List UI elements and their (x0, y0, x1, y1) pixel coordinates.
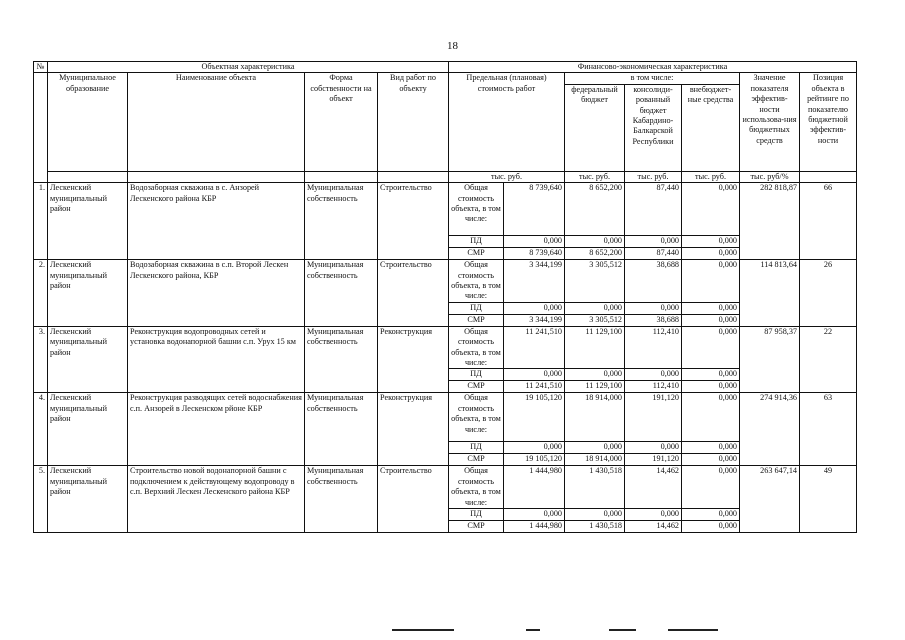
header-extrabudget: внебюджет-ные средства (682, 84, 740, 171)
row-work-type: Строительство (378, 183, 449, 260)
row-rating: 66 (800, 183, 857, 260)
header-finance-group: Финансово-экономическая характеристика (449, 62, 857, 73)
units-blank (378, 171, 449, 182)
row-work-type: Строительство (378, 260, 449, 327)
row-smr-consolidated: 191,120 (625, 454, 682, 466)
row-pd-extrabudget: 0,000 (682, 302, 740, 314)
row-municipality: Лескенский муниципальный район (48, 183, 128, 260)
row-efficiency: 263 647,14 (740, 466, 800, 533)
table-row (34, 393, 857, 442)
row-pd-cost: 0,000 (504, 236, 565, 248)
row-object-name: Водозаборная скважина в с. Анзорей Лескенского района КБР (128, 183, 305, 260)
row-smr-cost: 19 105,120 (504, 454, 565, 466)
units-limit-cost: тыс. руб. (449, 171, 565, 182)
row-total-consolidated: 38,688 (625, 260, 682, 303)
row-total-cost: 19 105,120 (504, 393, 565, 442)
row-smr-federal: 8 652,200 (565, 248, 625, 260)
row-number: 1. (34, 183, 48, 260)
row-efficiency: 114 813,64 (740, 260, 800, 327)
row-total-federal: 3 305,512 (565, 260, 625, 303)
row-rating: 49 (800, 466, 857, 533)
row-total-federal: 8 652,200 (565, 183, 625, 236)
row-work-type: Реконструкция (378, 393, 449, 466)
row-label-pd: ПД (449, 302, 504, 314)
header-object-name: Наименование объекта (128, 73, 305, 171)
row-municipality: Лескенский муниципальный район (48, 260, 128, 327)
table-row (34, 466, 857, 509)
row-total-extrabudget: 0,000 (682, 393, 740, 442)
row-pd-federal: 0,000 (565, 302, 625, 314)
row-pd-consolidated: 0,000 (625, 302, 682, 314)
row-label-total: Общая стоимость объекта, в том числе: (449, 326, 504, 369)
row-pd-consolidated: 0,000 (625, 509, 682, 521)
header-including: в том числе: (565, 73, 740, 84)
row-total-federal: 18 914,000 (565, 393, 625, 442)
row-label-total: Общая стоимость объекта, в том числе: (449, 393, 504, 442)
header-efficiency: Значение показателя эффектив-ности использова-ния бюджетных средств (740, 73, 800, 171)
row-object-name: Строительство новой водонапорной башни с подключением к действующему водопроводу в с.п. Верхний Лескен Лескенского района КБР (128, 466, 305, 533)
row-ownership: Муниципальная собственность (305, 183, 378, 260)
row-number: 4. (34, 393, 48, 466)
row-ownership: Муниципальная собственность (305, 260, 378, 327)
row-pd-extrabudget: 0,000 (682, 236, 740, 248)
row-efficiency: 282 818,87 (740, 183, 800, 260)
row-total-extrabudget: 0,000 (682, 260, 740, 303)
row-smr-extrabudget: 0,000 (682, 521, 740, 533)
header-federal: федеральный бюджет (565, 84, 625, 171)
row-number: 3. (34, 326, 48, 393)
row-pd-cost: 0,000 (504, 302, 565, 314)
row-ownership: Муниципальная собственность (305, 466, 378, 533)
row-label-smr: СМР (449, 521, 504, 533)
row-work-type: Строительство (378, 466, 449, 533)
row-number: 5. (34, 466, 48, 533)
table-row (34, 183, 857, 236)
row-label-pd: ПД (449, 509, 504, 521)
row-total-cost: 8 739,640 (504, 183, 565, 236)
header-rating: Позиция объекта в рейтинге по показателю бюджетной эффектив-ности (800, 73, 857, 171)
row-smr-extrabudget: 0,000 (682, 454, 740, 466)
units-consolidated: тыс. руб. (625, 171, 682, 182)
header-num-blank (34, 73, 48, 183)
row-total-consolidated: 191,120 (625, 393, 682, 442)
units-blank (305, 171, 378, 182)
row-rating: 26 (800, 260, 857, 327)
row-smr-cost: 8 739,640 (504, 248, 565, 260)
row-smr-cost: 11 241,510 (504, 381, 565, 393)
row-smr-extrabudget: 0,000 (682, 381, 740, 393)
row-object-name: Реконструкция водопроводных сетей и установка водонапорной башни с.п. Урух 15 км (128, 326, 305, 393)
row-smr-federal: 18 914,000 (565, 454, 625, 466)
row-total-extrabudget: 0,000 (682, 326, 740, 369)
investment-objects-table (33, 61, 857, 533)
row-municipality: Лескенский муниципальный район (48, 466, 128, 533)
row-efficiency: 87 958,37 (740, 326, 800, 393)
row-total-consolidated: 112,410 (625, 326, 682, 369)
row-pd-extrabudget: 0,000 (682, 442, 740, 454)
row-label-pd: ПД (449, 236, 504, 248)
units-efficiency: тыс. руб/% (740, 171, 800, 182)
row-total-extrabudget: 0,000 (682, 466, 740, 509)
header-consolidated: консолиди-рованный бюджет Кабардино-Балкарской Республики (625, 84, 682, 171)
row-total-cost: 1 444,980 (504, 466, 565, 509)
row-pd-federal: 0,000 (565, 509, 625, 521)
row-smr-consolidated: 14,462 (625, 521, 682, 533)
row-pd-consolidated: 0,000 (625, 369, 682, 381)
row-pd-extrabudget: 0,000 (682, 369, 740, 381)
row-total-cost: 11 241,510 (504, 326, 565, 369)
row-municipality: Лескенский муниципальный район (48, 393, 128, 466)
row-pd-cost: 0,000 (504, 509, 565, 521)
footer-line (609, 629, 636, 631)
row-label-total: Общая стоимость объекта, в том числе: (449, 183, 504, 236)
header-work-type: Вид работ по объекту (378, 73, 449, 171)
header-object-group: Объектная характеристика (48, 62, 449, 73)
row-smr-consolidated: 38,688 (625, 314, 682, 326)
header-ownership: Форма собственности на объект (305, 73, 378, 171)
row-object-name: Водозаборная скважина в с.п. Второй Лескен Лескенского района, КБР (128, 260, 305, 327)
units-federal: тыс. руб. (565, 171, 625, 182)
table-row (34, 326, 857, 369)
row-smr-consolidated: 112,410 (625, 381, 682, 393)
row-rating: 63 (800, 393, 857, 466)
row-label-total: Общая стоимость объекта, в том числе: (449, 466, 504, 509)
row-ownership: Муниципальная собственность (305, 393, 378, 466)
footer-line (668, 629, 718, 631)
row-label-smr: СМР (449, 454, 504, 466)
row-object-name: Реконструкция разводящих сетей водоснабжения с.п. Анзорей в Лескенском рйоне КБР (128, 393, 305, 466)
row-total-consolidated: 87,440 (625, 183, 682, 236)
row-rating: 22 (800, 326, 857, 393)
units-blank (48, 171, 128, 182)
row-smr-extrabudget: 0,000 (682, 248, 740, 260)
page-number: 18 (447, 40, 458, 52)
row-number: 2. (34, 260, 48, 327)
row-smr-federal: 3 305,512 (565, 314, 625, 326)
row-smr-cost: 3 344,199 (504, 314, 565, 326)
row-label-smr: СМР (449, 314, 504, 326)
row-label-total: Общая стоимость объекта, в том числе: (449, 260, 504, 303)
row-pd-cost: 0,000 (504, 369, 565, 381)
row-total-consolidated: 14,462 (625, 466, 682, 509)
row-ownership: Муниципальная собственность (305, 326, 378, 393)
row-pd-extrabudget: 0,000 (682, 509, 740, 521)
row-smr-federal: 11 129,100 (565, 381, 625, 393)
footer-line (392, 629, 454, 631)
units-blank (128, 171, 305, 182)
header-limit-cost: Предельная (плановая) стоимость работ (449, 73, 565, 171)
row-total-federal: 1 430,518 (565, 466, 625, 509)
row-label-smr: СМР (449, 248, 504, 260)
row-total-extrabudget: 0,000 (682, 183, 740, 236)
row-total-federal: 11 129,100 (565, 326, 625, 369)
row-label-smr: СМР (449, 381, 504, 393)
row-pd-federal: 0,000 (565, 442, 625, 454)
row-smr-federal: 1 430,518 (565, 521, 625, 533)
row-pd-consolidated: 0,000 (625, 442, 682, 454)
row-smr-cost: 1 444,980 (504, 521, 565, 533)
table-row (34, 260, 857, 303)
row-smr-extrabudget: 0,000 (682, 314, 740, 326)
header-num: № (34, 62, 48, 73)
row-pd-federal: 0,000 (565, 369, 625, 381)
row-pd-cost: 0,000 (504, 442, 565, 454)
row-work-type: Реконструкция (378, 326, 449, 393)
units-extrabudget: тыс. руб. (682, 171, 740, 182)
page-footer-marks (0, 629, 905, 635)
units-rating-blank (800, 171, 857, 182)
row-efficiency: 274 914,36 (740, 393, 800, 466)
header-municipality: Муниципальное образование (48, 73, 128, 171)
row-label-pd: ПД (449, 369, 504, 381)
row-smr-consolidated: 87,440 (625, 248, 682, 260)
row-pd-federal: 0,000 (565, 236, 625, 248)
row-label-pd: ПД (449, 442, 504, 454)
row-pd-consolidated: 0,000 (625, 236, 682, 248)
row-municipality: Лескенский муниципальный район (48, 326, 128, 393)
row-total-cost: 3 344,199 (504, 260, 565, 303)
footer-line (526, 629, 540, 631)
